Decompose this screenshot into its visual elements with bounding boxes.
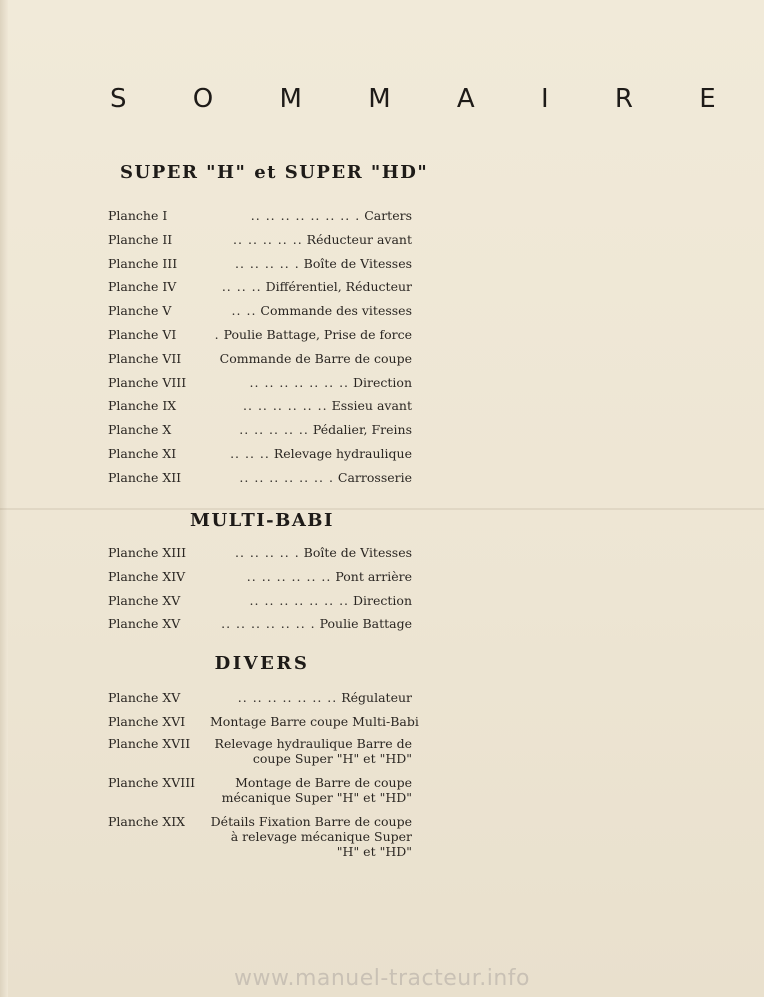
toc-entry: Planche VIII .. .. .. .. .. .. .. Direction <box>108 374 412 390</box>
toc-entry: Planche VI . Poulie Battage, Prise de force <box>108 326 412 342</box>
section-heading-super-h: SUPER "H" et SUPER "HD" <box>120 162 429 183</box>
page-edge <box>0 0 8 997</box>
section-heading-divers: DIVERS <box>214 653 310 674</box>
toc-entry: Planche XVII Relevage hydraulique Barre de coupe Super "H" et "HD" <box>108 735 412 766</box>
watermark: www.manuel-tracteur.info <box>234 966 530 991</box>
toc-list-multi-babi <box>108 545 412 640</box>
toc-entry: Planche VII Commande de Barre de coupe <box>108 350 412 366</box>
toc-entry: Planche XI .. .. .. Relevage hydraulique <box>108 445 412 461</box>
toc-entry: Planche XV .. .. .. .. .. .. .. Direction <box>108 592 412 608</box>
toc-list-divers <box>108 690 419 864</box>
toc-entry: Planche XVIII Montage de Barre de coupe mécanique Super "H" et "HD" <box>108 774 412 805</box>
toc-entry: Planche II .. .. .. .. .. Réducteur avant <box>108 231 412 247</box>
section-heading-multi-babi: MULTI-BABI <box>190 510 334 531</box>
toc-entry: Planche XIII .. .. .. .. . Boîte de Vitesses <box>108 545 412 560</box>
toc-entry: Planche XIX Détails Fixation Barre de coupe à relevage mécanique Super "H" et "HD" <box>108 813 412 859</box>
toc-list-super-h <box>108 208 412 494</box>
toc-entry: Planche XV .. .. .. .. .. .. .. Régulateur <box>108 690 412 705</box>
toc-entry: Planche XVI Montage Barre coupe Multi-Babi <box>108 713 419 729</box>
toc-entry: Planche IV .. .. .. Différentiel, Réducteur <box>108 279 412 295</box>
toc-entry: Planche XV .. .. .. .. .. .. . Poulie Battage <box>108 616 412 632</box>
toc-entry: Planche III .. .. .. .. . Boîte de Vitesses <box>108 255 412 271</box>
toc-entry: Planche V .. .. Commande des vitesses <box>108 303 412 319</box>
toc-entry: Planche X .. .. .. .. .. Pédalier, Freins <box>108 422 412 438</box>
page-title: S O M M A I R E <box>110 84 745 114</box>
toc-entry: Planche I .. .. .. .. .. .. .. . Carters <box>108 208 412 223</box>
toc-entry: Planche XII .. .. .. .. .. .. . Carrosserie <box>108 469 412 485</box>
toc-entry: Planche XIV .. .. .. .. .. .. Pont arrière <box>108 568 412 584</box>
toc-entry: Planche IX .. .. .. .. .. .. Essieu avant <box>108 398 412 414</box>
page-fold <box>0 508 764 510</box>
